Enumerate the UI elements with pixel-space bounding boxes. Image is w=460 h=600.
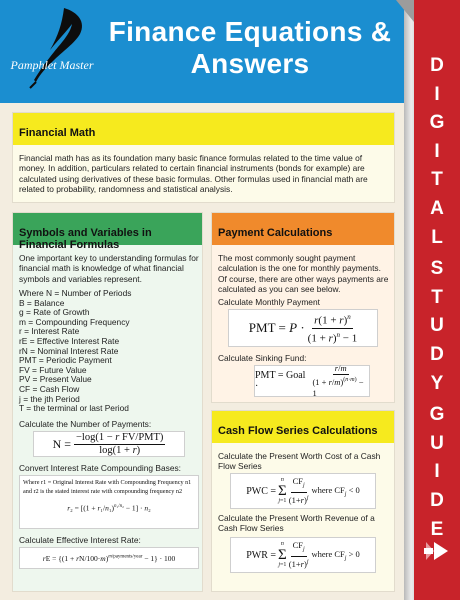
monthly-payment-formula: PMT = P · $r(1 + r)^n$ $(1 + r)^n - 1$ [228, 309, 378, 347]
convert-rate-formula [19, 475, 199, 529]
ribbon-letter: Y [430, 372, 444, 394]
title-line-2: Answers [190, 48, 310, 79]
symbols-intro: One important key to understanding formulas for financial math is knowledge of what financial symbols and variables represent. [19, 253, 199, 284]
payment-card [211, 212, 395, 403]
cashflow-card [211, 410, 395, 592]
symbols-heading: Symbols and Variables in Financial Formulas [13, 213, 202, 245]
financial-math-body: Financial math has as its foundation many basic finance formulas related to the time value of money. In addition, particulars related to certain financial instruments (bonds for example) are calculated using derivatives of these basic formulas. Other formulas used in financial math are related to probability, randomness and statistical analysis. [19, 153, 368, 195]
symbols-card [12, 212, 203, 592]
calc-payments-label: Calculate the Number of Payments: [19, 419, 152, 429]
payment-heading: Payment Calculations [212, 213, 394, 245]
pw-cost-formula: PWC = n Σ j=1 $CF_j$ $(1+r)^j$ where $CF_j < 0$ [230, 473, 376, 509]
symbols-list [19, 289, 199, 414]
symbol-item: j = the jth Period [19, 393, 80, 404]
pw-revenue-label: Calculate the Present Worth Revenue of a Cash Flow Series [218, 513, 375, 534]
sinking-label: Calculate Sinking Fund: [218, 353, 307, 363]
ribbon-letter: T [431, 169, 443, 191]
symbol-item: PMT = Periodic Payment [19, 355, 112, 366]
logo-text: Pamphlet Master [10, 58, 94, 72]
ribbon-letter: I [434, 140, 440, 162]
payment-intro: The most commonly sought payment calculation is the one for monthly payments. Of course, there are other ways payments are calculated as you can see below. [218, 253, 389, 295]
ribbon-letter: U [430, 432, 444, 454]
page-title [100, 16, 400, 80]
arrow-right-icon [424, 540, 450, 562]
cashflow-heading: Cash Flow Series Calculations [212, 411, 394, 443]
header-banner [0, 0, 414, 103]
ribbon-letter: L [431, 226, 443, 248]
pw-revenue-formula: PWR = n Σ j=1 $CF_j$ $(1+r)^j$ where $CF_j > 0$ [230, 537, 376, 573]
ribbon-letter: A [430, 197, 444, 219]
title-line-1: Finance Equations & [108, 16, 392, 47]
number-of-payments-formula: N = −log(1 − r FV/PMT) log(1 + r) [33, 431, 185, 457]
pw-cost-label: Calculate the Present Worth Cost of a Cash Flow Series [218, 451, 381, 472]
ribbon-label [414, 52, 460, 544]
effective-label: Calculate Effective Interest Rate: [19, 535, 141, 545]
symbol-item: g = Rate of Growth [19, 307, 90, 318]
ribbon-letter: T [431, 286, 443, 308]
effective-rate-formula: rE = $\{(1 + rN/100\cdot m)^{m/payments/year} - 1\} \cdot 100$ [19, 547, 199, 569]
ribbon-letter: G [429, 112, 445, 134]
symbol-item: CF = Cash Flow [19, 383, 80, 394]
ribbon-letter: G [429, 404, 445, 426]
ribbon-letter: S [430, 258, 444, 280]
symbol-item: m = Compounding Frequency [19, 316, 130, 327]
symbol-item: rN = Nominal Interest Rate [19, 345, 119, 356]
monthly-label: Calculate Monthly Payment [218, 297, 320, 307]
ribbon-letter: D [430, 343, 444, 365]
symbol-item: FV = Future Value [19, 364, 87, 375]
page-fold-corner [396, 0, 414, 22]
convert-label: Convert Interest Rate Compounding Bases: [19, 463, 182, 473]
convert-equation: $r_2 = [(1 + r_1/n_1)^{n_1/n_2} - 1] \cdot n_2$ [67, 503, 151, 513]
sinking-fund-formula: PMT = Goal · r/m $(1 + r/m)^{(n\cdot m)} - 1$ [254, 365, 370, 397]
quill-logo-icon [6, 4, 98, 90]
symbol-item: PV = Present Value [19, 374, 92, 385]
ribbon-letter: E [430, 518, 444, 540]
ribbon-letter: I [434, 461, 440, 483]
financial-math-card [12, 112, 395, 203]
symbol-item: Where N = Number of Periods [19, 288, 132, 298]
symbol-item: rE = Effective Interest Rate [19, 335, 120, 346]
symbol-item: B = Balance [19, 297, 65, 308]
ribbon-letter: I [434, 83, 440, 105]
ribbon-letter: U [430, 315, 444, 337]
symbol-item: r = Interest Rate [19, 326, 80, 337]
financial-math-heading: Financial Math [13, 113, 394, 145]
convert-line-1: Where r1 = Original Interest Rate with Compounding Frequency n1 [23, 479, 192, 486]
convert-line-2: and r2 is the stated interest rate with compounding frequency n2 [23, 488, 183, 495]
symbol-item: T = the terminal or last Period [19, 403, 129, 414]
ribbon-letter: D [430, 489, 444, 511]
ribbon-letter: D [430, 55, 444, 76]
